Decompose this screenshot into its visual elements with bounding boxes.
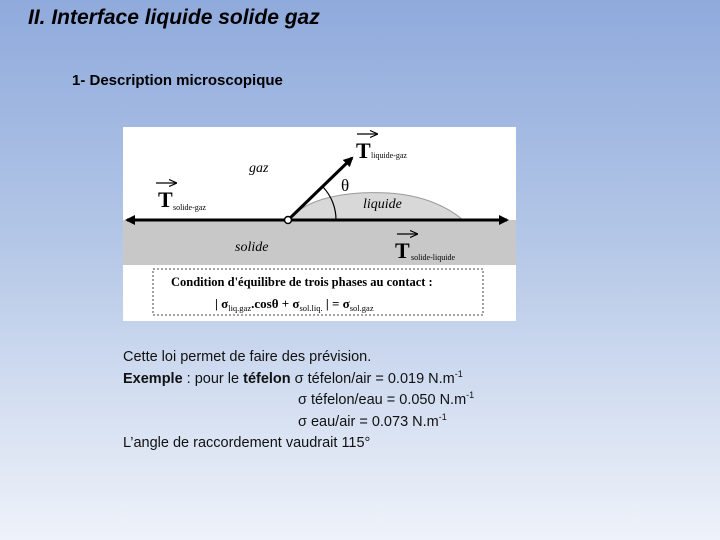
label-gaz: gaz — [249, 161, 269, 176]
contact-angle-figure — [123, 127, 516, 321]
slide-title: II. Interface liquide solide gaz — [28, 6, 320, 29]
label-theta: θ — [341, 176, 350, 195]
sigma-symbol: σ — [294, 370, 304, 387]
t-liquide-gaz-symbol: T — [356, 138, 371, 163]
t-solide-gaz-symbol: T — [158, 187, 173, 212]
text-line-conclusion: L’angle de raccordement vaudrait 115° — [123, 435, 371, 451]
contact-point — [285, 217, 292, 224]
sigma-symbol: σ — [298, 413, 307, 430]
body-text — [123, 347, 543, 455]
formula-bar-left: | — [215, 296, 222, 311]
text-line-1: Cette loi permet de faire des prévision. — [123, 349, 372, 365]
label-liquide: liquide — [363, 197, 402, 212]
condition-text: Condition d'équilibre de trois phases au contact : — [171, 275, 433, 289]
equilibrium-formula: | $\sigma_{liq.gaz}.\cos\theta + \sigma_{sol.liq.}$ | = $\sigma_{sol.gaz}$ — [215, 296, 374, 313]
solid-phase — [123, 220, 516, 265]
t-liquide-gaz-sub: liquide-gaz — [371, 151, 407, 160]
teflon-bold: téfelon — [243, 370, 291, 387]
t-solide-liquide-sub: solide-liquide — [411, 253, 455, 262]
exemple-label: Exemple — [123, 370, 183, 387]
text-line-eau-air: σ eau/air = 0.073 $N.m^{-1}$ — [298, 411, 447, 430]
label-solide: solide — [235, 240, 269, 255]
slide-subtitle: 1- Description microscopique — [72, 72, 283, 89]
t-solide-liquide-symbol: T — [395, 238, 410, 263]
sigma-symbol: σ — [298, 392, 307, 408]
text-line-exemple: Exemple : pour le téfelon σ téfelon/air = 0.019 $N.m^{-1}$ — [123, 368, 463, 387]
t-solide-gaz-sub: solide-gaz — [173, 203, 206, 212]
text-line-teflon-eau: σ téfelon/eau = 0.050 $N.m^{-1}$ — [298, 390, 475, 408]
